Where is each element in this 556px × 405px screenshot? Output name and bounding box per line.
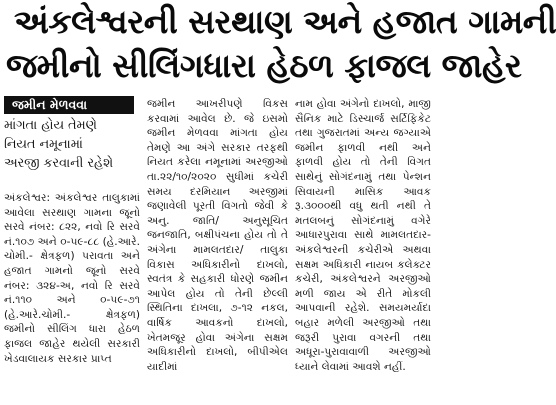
headline-line-2: જમીનો સીલિંગધારા હેઠળ ફાજલ જાહેર (6, 46, 522, 85)
headline (6, 0, 556, 88)
article-column-1 (4, 96, 140, 401)
spacer (4, 173, 140, 191)
column-1-paragraph: અંકલેશ્વર: અંકલેશ્વર તાલુકામાં આવેલા સરથાણ ગામના જૂનો સરવે નંબર: ૮૨૨, નવો રિ સરવે નં.૧૦૭ અને ૦-૫૯-૮૮ (હે.આરે. ચોમી.- ક્ષેત્રફળ) પરાવતા અને હજાત ગામનો જૂનો સરવે નંબર: ૩૨૪-અ, નવો રિ સરવે નં.૧૧૦ અને ૦-૫૯-૭૧ (હે.આરે.ચોમી.- ક્ષેત્રફળ) જમીનો સીલિંગ ધારા હેઠળ ફાજલ જાહેર થયેલી સરકારી ખેડવાલાયક સરકાર પ્રાપ્ત (4, 192, 140, 365)
column-1-text (4, 191, 140, 366)
subheading (4, 116, 140, 173)
subheading-line-2: નિયત નમૂનામાં (4, 137, 83, 152)
kicker-label: જમીન મેળવવા (4, 96, 134, 114)
headline-line-1: અંકલેશ્વરની સરથાણ અને હજાત ગામની (14, 2, 556, 41)
column-2-paragraph: જમીન આખરીપણે વિકસ કરવામાં આવેલ છે. જે ઇસમો જમીન મેળવવા માંગતા હોય તેમણે આ અંગે સરકાર તરફથી નિયત કરેલા નમૂનામાં અરજીઓ તા.૨૨/૧૦/૨૦૨૦ સુધીમાં કચેરી સમય દરમિયાન અરજીમાં જણાવેલી પૂરતી વિગતો જેવી કે અનુ. જાતિ/ અનુસૂચિત જનજાતિ, બક્ષીપંચના હોય તો તે અંગેના મામલતદાર/ તાલુકા વિકાસ અધિકારીનો દાખલો, સ્વતંત્ર કે સહકારી ધોરણે જમીન આપેલ હોય તો તેની છેલ્લી સ્થિતિના દાખલા, ૭-૧૨ નકલ, વાર્ષિક આવકનો દાખલો, ખેતમજૂર હોવા અંગેના સક્ષમ અધિકારીનો દાખલો, બીપીએલ યાદીમાં (147, 98, 288, 373)
subheading-line-3: અરજી કરવાની રહેશે (4, 156, 113, 171)
article-column-3 (295, 97, 431, 402)
subheading-line-1: માંગતા હોય તેમણે (4, 118, 97, 133)
article-column-2 (147, 97, 288, 402)
column-3-paragraph: નામ હોવા અંગેનો દાખલો, માજી સૈનિક માટે ડિસ્ચાર્જ સર્ટિફિકેટ તથા ગુજરાતમાં અન્ય જગ્યાએ જમીન ફાળવી નથી અને ફાળવી હોય તો તેની વિગત સાથેનું સોગંદનામું તથા પેન્શન સિવાયની માસિક આવક રૂ.૩૦૦૦થી વધુ થતી નથી તે મતલબનું સોગંદનામું વગેરે આધારપુરાવા સાથે મામલતદાર-અંકલેશ્વરની કચેરીએ અથવા સક્ષમ અધિકારી નાયબ કલેક્ટર કચેરી, અંકલેશ્વરને અરજીઓ મળી જાય એ રીતે મોકલી આપવાની રહેશે. સમયમર્યાદા બહાર મળેલી અરજીઓ તથા જરૂરી પુરાવા વગરની તથા અધૂરા-પુરાવાવાળી અરજીઓ ધ્યાને લેવામાં આવશે નહીં. (295, 98, 431, 373)
